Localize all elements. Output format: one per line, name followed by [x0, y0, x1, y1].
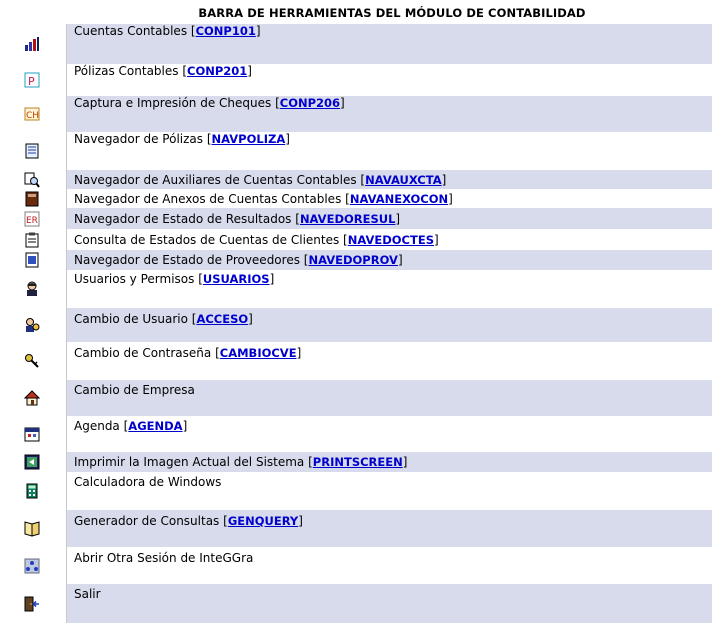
user-icon — [0, 270, 64, 308]
table-row: Agenda [AGENDA] — [0, 416, 716, 452]
p-icon — [0, 64, 64, 96]
book-icon — [0, 189, 64, 208]
key-icon — [0, 342, 64, 380]
exit-door-icon — [0, 584, 64, 623]
code-link[interactable]: PRINTSCREEN — [312, 455, 403, 469]
open-book-icon — [0, 510, 64, 547]
table-row: P Pólizas Contables [CONP201] — [0, 64, 716, 96]
table-row: Navegador de Auxiliares de Cuentas Contables [NAVAUXCTA] — [0, 170, 716, 189]
table-row — [0, 472, 716, 510]
table-row: Generador de Consultas [GENQUERY] — [0, 510, 716, 547]
table-row: Navegador de Estado de Proveedores [NAVEDOPROV] — [0, 250, 716, 270]
svg-text:CH: CH — [26, 111, 40, 121]
code-link[interactable]: USUARIOS — [202, 272, 270, 286]
code-link[interactable]: NAVEDOPROV — [308, 253, 398, 267]
row-label: Calculadora de Windows — [74, 475, 222, 489]
toolbar-table — [0, 24, 716, 623]
check-icon — [0, 96, 64, 132]
row-label: Cuentas Contables — [74, 24, 188, 38]
table-row: Cuentas Contables [CONP101] — [0, 24, 716, 64]
table-row — [0, 380, 716, 416]
svg-text:ER: ER — [26, 215, 38, 226]
table-row: CH Captura e Impresión de Cheques [CONP206] — [0, 96, 716, 132]
house-icon — [0, 380, 64, 416]
row-label: Cambio de Empresa — [74, 383, 195, 397]
row-label: Generador de Consultas — [74, 514, 220, 528]
calculator-icon — [0, 472, 64, 510]
code-link[interactable]: NAVANEXOCON — [349, 192, 449, 206]
table-row — [0, 584, 716, 623]
code-link[interactable]: AGENDA — [128, 419, 183, 433]
code-link[interactable]: NAVPOLIZA — [211, 132, 286, 146]
row-label: Navegador de Estado de Resultados — [74, 212, 292, 226]
magnifier-icon — [0, 170, 64, 189]
row-label: Navegador de Anexos de Cuentas Contables — [74, 192, 342, 206]
network-icon — [0, 547, 64, 584]
page-icon — [0, 250, 64, 270]
table-row: Navegador de Pólizas [NAVPOLIZA] — [0, 132, 716, 170]
table-row: ER Navegador de Estado de Resultados [NAVEDORESUL] — [0, 208, 716, 229]
row-label: Usuarios y Permisos — [74, 272, 195, 286]
row-label: Imprimir la Imagen Actual del Sistema — [74, 455, 305, 469]
er-icon — [0, 208, 64, 229]
table-row: Usuarios y Permisos [USUARIOS] — [0, 270, 716, 308]
table-row: Imprimir la Imagen Actual del Sistema [PRINTSCREEN] — [0, 452, 716, 472]
table-row: Cambio de Contraseña [CAMBIOCVE] — [0, 342, 716, 380]
row-label: Navegador de Auxiliares de Cuentas Contables — [74, 173, 357, 187]
row-label: Cambio de Usuario — [74, 312, 188, 326]
row-label: Navegador de Estado de Proveedores — [74, 253, 300, 267]
toolbar-title: BARRA DE HERRAMIENTAS DEL MÓDULO DE CONTABILIDAD — [198, 6, 586, 20]
row-label: Salir — [74, 587, 101, 601]
code-link[interactable]: ACCESO — [196, 312, 249, 326]
table-row: Navegador de Anexos de Cuentas Contables [NAVANEXOCON] — [0, 189, 716, 208]
code-link[interactable]: CONP101 — [195, 24, 256, 38]
table-row: Consulta de Estados de Cuentas de Clientes [NAVEDOCTES] — [0, 229, 716, 250]
row-label: Consulta de Estados de Cuentas de Clientes — [74, 233, 340, 247]
row-label: Navegador de Pólizas — [74, 132, 204, 146]
code-link[interactable]: NAVEDOCTES — [347, 233, 434, 247]
document-icon — [0, 132, 64, 170]
code-link[interactable]: NAVEDORESUL — [299, 212, 396, 226]
code-link[interactable]: CONP201 — [187, 64, 248, 78]
calendar-icon — [0, 416, 64, 452]
row-label: Abrir Otra Sesión de InteGGra — [74, 551, 254, 565]
row-label: Captura e Impresión de Cheques — [74, 96, 272, 110]
screen-icon — [0, 452, 64, 472]
table-row — [0, 547, 716, 584]
row-label: Agenda — [74, 419, 120, 433]
code-link[interactable]: CAMBIOCVE — [219, 346, 297, 360]
row-label: Cambio de Contraseña — [74, 346, 212, 360]
table-row: Cambio de Usuario [ACCESO] — [0, 308, 716, 342]
chart-icon — [0, 24, 64, 64]
clipboard-icon — [0, 229, 64, 250]
code-link[interactable]: NAVAUXCTA — [365, 173, 442, 187]
code-link[interactable]: CONP206 — [279, 96, 341, 110]
code-link[interactable]: GENQUERY — [227, 514, 299, 528]
row-label: Pólizas Contables — [74, 64, 179, 78]
users-icon — [0, 308, 64, 342]
svg-text:P: P — [28, 75, 35, 88]
